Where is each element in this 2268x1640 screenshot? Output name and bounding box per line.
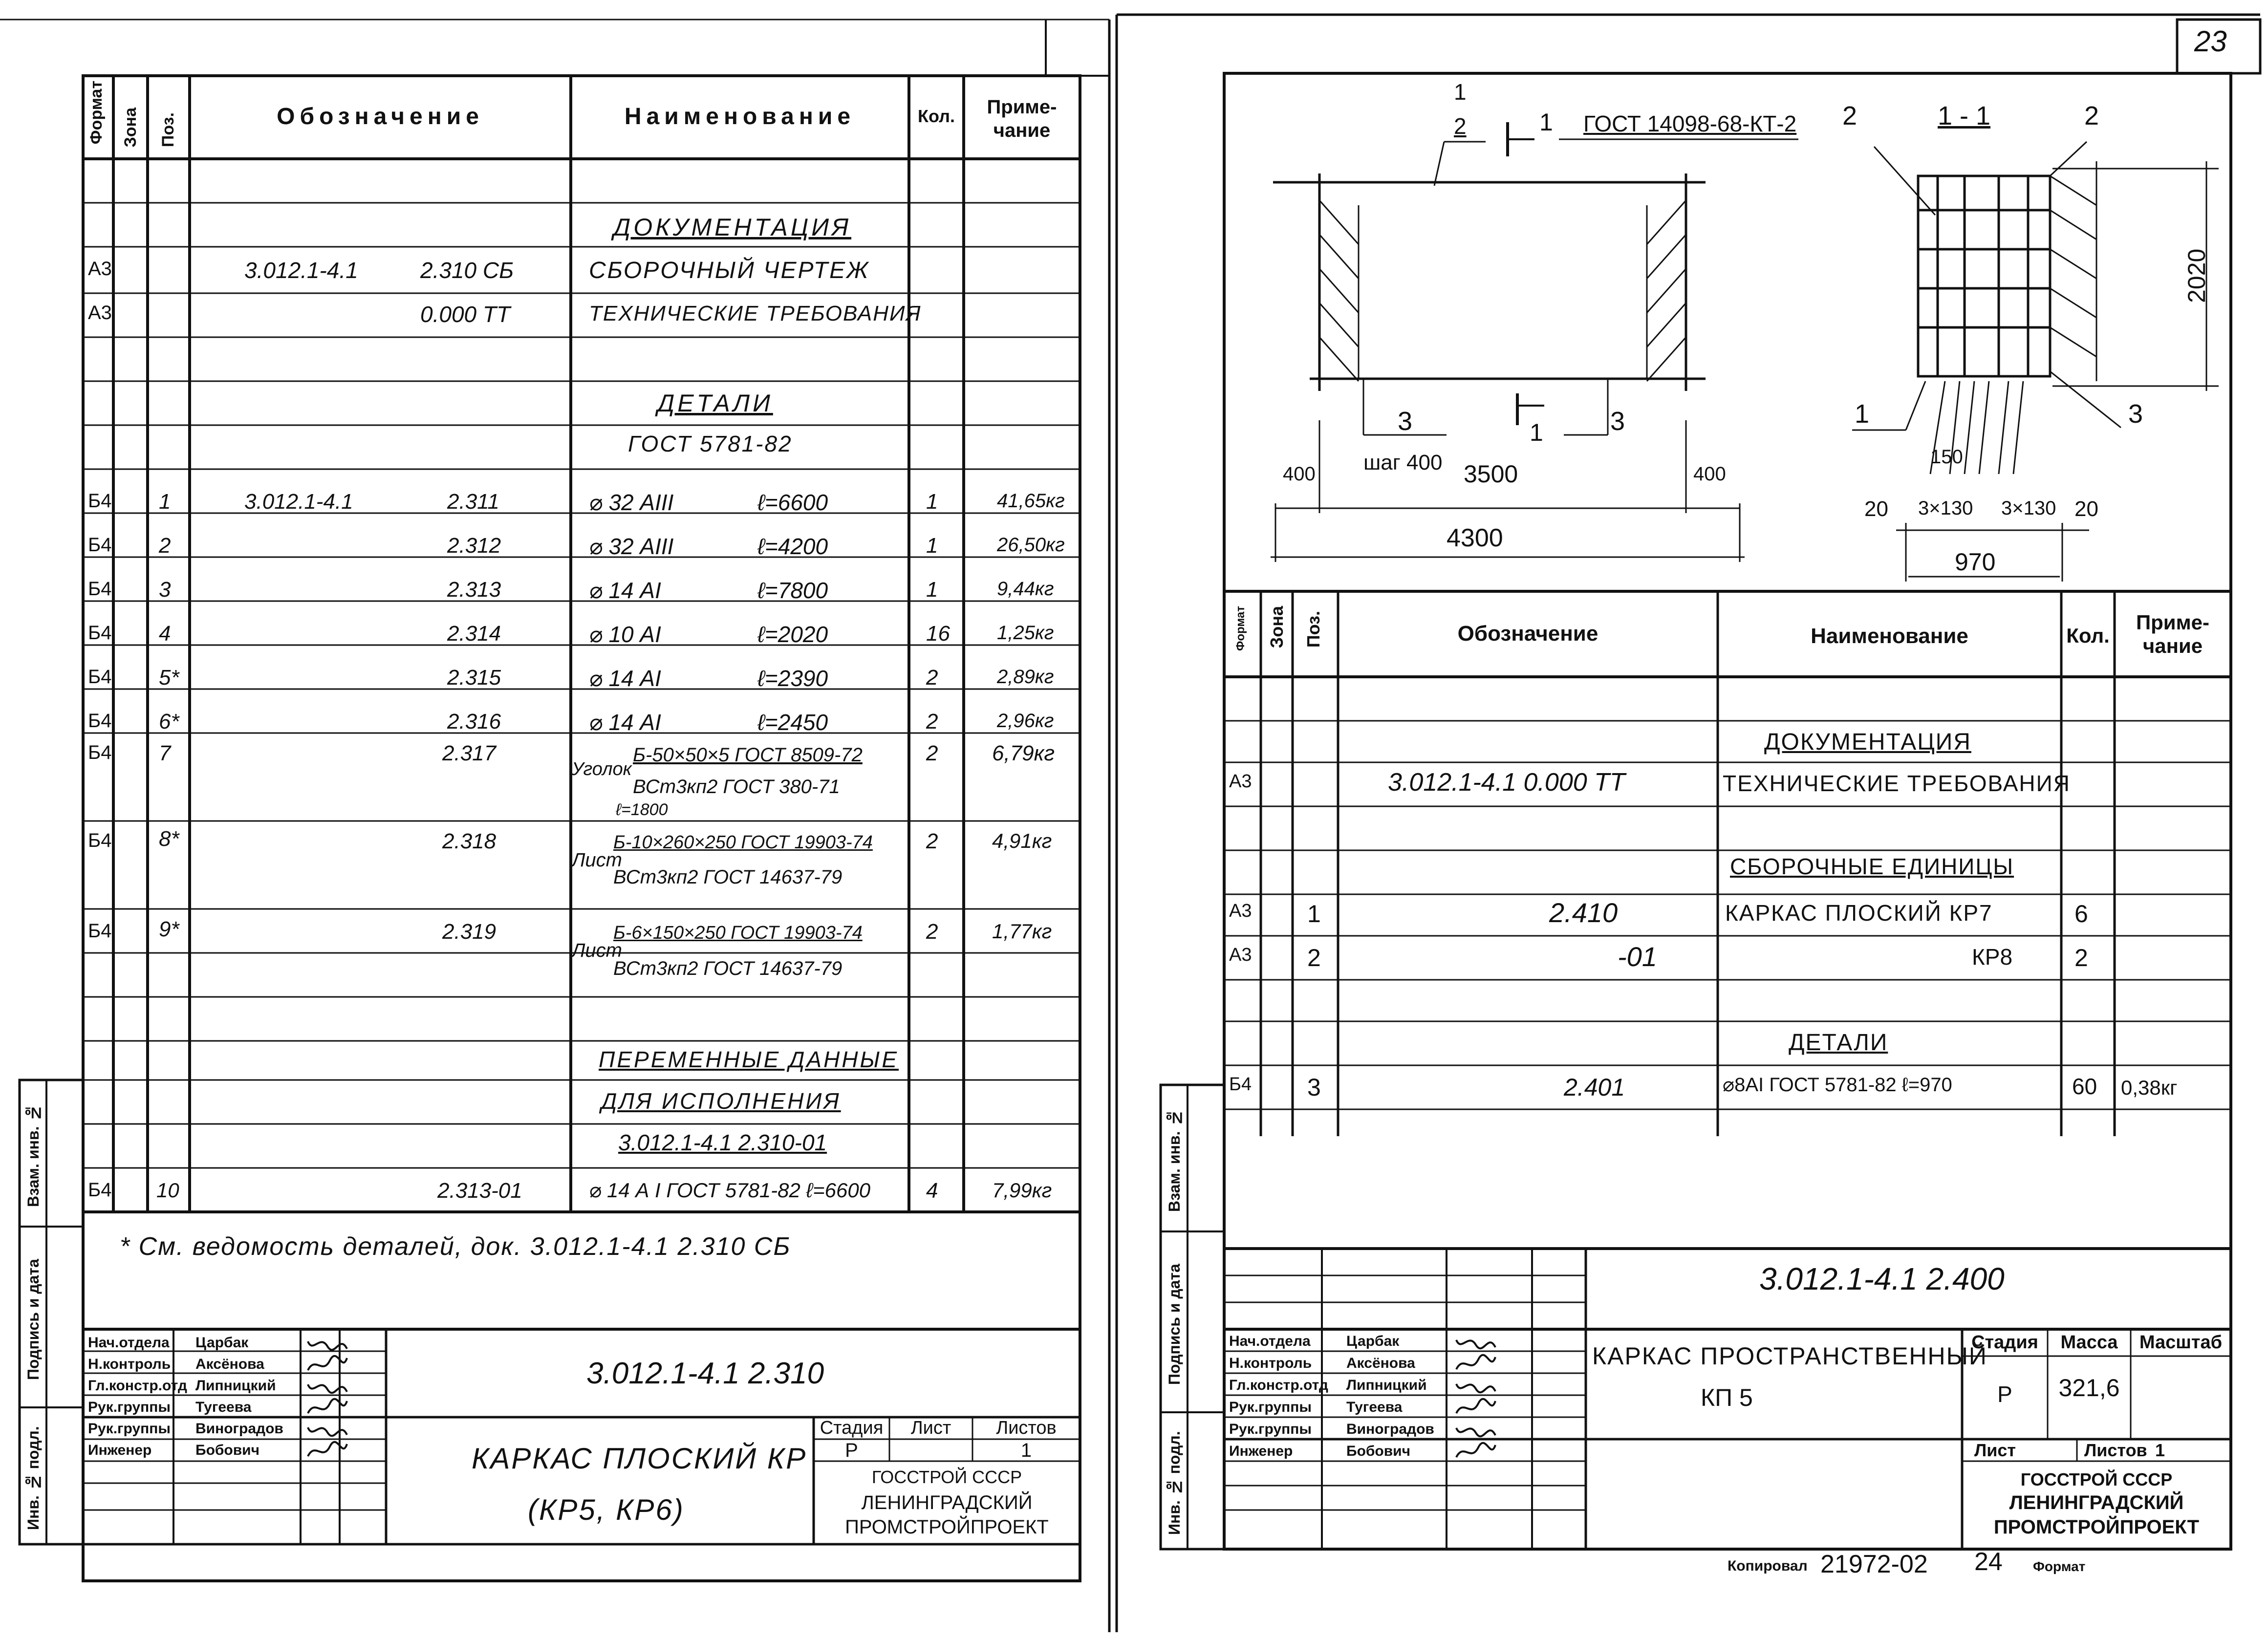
row-format: Б4	[88, 920, 112, 942]
dim-3x130: 3×130	[1918, 497, 1973, 519]
right-side-replace: Взам. инв. №	[1166, 1109, 1183, 1212]
row-prefix: Уголок	[572, 759, 632, 779]
row-note: 41,65кг	[997, 490, 1065, 512]
header-qty: Кол.	[918, 106, 955, 126]
signature-mark	[1454, 1418, 1498, 1443]
row-format: Б4	[88, 622, 112, 644]
doc-row-name: ТЕХНИЧЕСКИЕ ТРЕБОВАНИЯ	[589, 302, 922, 325]
right-title-1: КАРКАС ПРОСТРАНСТВЕННЫЙ	[1592, 1342, 1987, 1370]
row-line2: ВСт3кп2 ГОСТ 14637-79	[613, 958, 842, 979]
format-label: Формат	[2033, 1559, 2086, 1574]
row-qty: 1	[926, 490, 938, 514]
section-version-code: 3.012.1-4.1 2.310-01	[618, 1130, 827, 1155]
left-org-2: ЛЕНИНГРАДСКИЙ	[861, 1492, 1033, 1513]
r-row-note: 0,38кг	[2121, 1076, 2178, 1099]
left-sheet-label: Лист	[910, 1418, 951, 1438]
row-name: ⌀ 32 АIII	[589, 490, 674, 515]
right-stage: Р	[1997, 1381, 2012, 1407]
left-drawing-code: 3.012.1-4.1 2.310	[586, 1357, 824, 1390]
row-qty: 2	[926, 666, 938, 690]
doc-row-format: А3	[88, 302, 112, 324]
row-designation-b: 2.313	[447, 578, 501, 602]
page-number: 23	[2194, 25, 2227, 58]
staff-role: Н.контроль	[88, 1356, 171, 1372]
staff-role: Нач.отдела	[1229, 1333, 1311, 1349]
row-prefix: Лист	[572, 849, 622, 871]
r-section-documentation: ДОКУМЕНТАЦИЯ	[1764, 729, 1971, 755]
signature-mark	[1454, 1330, 1498, 1355]
row-length: ℓ=4200	[757, 534, 828, 559]
left-frame	[83, 76, 1080, 1581]
signature-mark	[1454, 1396, 1498, 1421]
row-format: Б4	[88, 742, 112, 763]
callout-1: 1	[1855, 399, 1870, 429]
signature-mark	[305, 1332, 349, 1356]
row-note: 2,89кг	[997, 666, 1054, 688]
staff-role: Рук.группы	[88, 1399, 171, 1415]
row-pos: 10	[156, 1179, 179, 1202]
right-org-1: ГОССТРОЙ СССР	[2020, 1469, 2173, 1489]
left-title-1: КАРКАС ПЛОСКИЙ КР	[472, 1442, 807, 1475]
row-name: ⌀ 14 АI	[589, 710, 661, 735]
row-qty: 2	[926, 710, 938, 734]
row-note: 1,77кг	[992, 920, 1052, 943]
staff-name: Тугеева	[1346, 1399, 1403, 1415]
doc-row-name: СБОРОЧНЫЙ ЧЕРТЕЖ	[589, 258, 870, 283]
signature-mark	[305, 1353, 349, 1378]
r-doc-designation: 3.012.1-4.1 0.000 ТТ	[1388, 768, 1625, 797]
staff-role: Н.контроль	[1229, 1355, 1312, 1371]
r-doc-name: ТЕХНИЧЕСКИЕ ТРЕБОВАНИЯ	[1723, 771, 2071, 796]
dim-970: 970	[1955, 548, 1996, 576]
ref-2: 2	[1454, 113, 1467, 139]
staff-name: Тугеева	[195, 1399, 252, 1415]
r-section-assembly: СБОРОЧНЫЕ ЕДИНИЦЫ	[1730, 854, 2014, 879]
row-note: 1,25кг	[997, 622, 1054, 644]
r-row-pos: 2	[1307, 944, 1321, 971]
callout-3b: 3	[1610, 407, 1625, 436]
row-note: 4,91кг	[992, 829, 1052, 852]
dim-2020: 2020	[2183, 248, 2210, 303]
staff-name: Виноградов	[1346, 1421, 1434, 1437]
right-sheet-label: Лист	[1974, 1440, 2016, 1460]
dim-400b: 400	[1693, 463, 1726, 485]
section-variable: ПЕРЕМЕННЫЕ ДАННЫЕ	[599, 1047, 899, 1072]
right-title-2: КП 5	[1701, 1384, 1753, 1411]
header-zone: Зона	[121, 108, 140, 148]
row-format: Б4	[88, 1179, 112, 1201]
row-note: 26,50кг	[997, 534, 1065, 556]
row-designation: 2.313-01	[437, 1179, 522, 1203]
r-row-designation: -01	[1618, 941, 1657, 972]
right-scale-label: Масштаб	[2139, 1332, 2223, 1353]
staff-role: Гл.констр.отд	[1229, 1377, 1328, 1393]
left-title-2: (КР5, КР6)	[528, 1493, 685, 1526]
r-row-qty: 6	[2074, 900, 2088, 928]
dim-400a: 400	[1283, 463, 1316, 485]
row-format: Б4	[88, 666, 112, 688]
row-name: ⌀ 10 АI	[589, 622, 661, 647]
left-side-signature: Подпись и дата	[24, 1259, 42, 1380]
section-details-gost: ГОСТ 5781-82	[628, 431, 793, 456]
left-org-3: ПРОМСТРОЙПРОЕКТ	[845, 1516, 1049, 1538]
staff-name: Виноградов	[195, 1421, 283, 1437]
signature-mark	[305, 1396, 349, 1421]
section-mark-bottom: 1	[1530, 419, 1543, 446]
row-length: ℓ=6600	[757, 490, 828, 515]
row-designation-b: 2.312	[447, 534, 501, 558]
row-designation: 2.319	[442, 920, 497, 944]
header-designation: Обозначение	[277, 104, 484, 129]
row-designation: 2.317	[442, 741, 497, 765]
row-pos: 7	[159, 741, 171, 765]
dim-150: 150	[1930, 446, 1963, 468]
staff-role: Инженер	[88, 1442, 152, 1458]
dim-3x130b: 3×130	[2001, 497, 2056, 519]
row-designation-b: 2.316	[447, 710, 501, 734]
r-row-designation: 2.401	[1564, 1074, 1625, 1101]
gost-label: ГОСТ 14098-68-КТ-2	[1583, 111, 1797, 136]
signature-mark	[305, 1439, 349, 1464]
r-header-designation: Обозначение	[1457, 622, 1598, 646]
row-designation: 2.318	[442, 829, 497, 853]
signature-mark	[305, 1418, 349, 1442]
row-length: ℓ=2450	[757, 710, 828, 735]
row-length: ℓ=7800	[757, 578, 828, 603]
row-designation-b: 2.311	[447, 490, 499, 514]
row-format: Б4	[88, 578, 112, 600]
dim-3500: 3500	[1464, 460, 1518, 488]
row-qty: 2	[926, 920, 938, 944]
row-qty: 4	[926, 1179, 938, 1203]
callout-3a: 3	[1398, 407, 1413, 436]
r-row-pos: 3	[1307, 1074, 1321, 1101]
row-length: ℓ=2020	[757, 622, 828, 647]
left-stage: Р	[845, 1440, 858, 1461]
staff-name: Бобович	[195, 1442, 260, 1458]
row-pos: 6*	[159, 710, 179, 734]
row-qty: 1	[926, 534, 938, 558]
row-pos: 4	[159, 622, 171, 646]
row-line3: ℓ=1800	[616, 800, 668, 819]
row-line1: Б-6×150×250 ГОСТ 19903-74	[613, 923, 863, 943]
staff-role: Нач.отдела	[88, 1335, 170, 1351]
right-sheets: 1	[2155, 1440, 2165, 1460]
row-line1: Б-50×50×5 ГОСТ 8509-72	[633, 744, 863, 766]
row-name: ⌀ 14 А I ГОСТ 5781-82 ℓ=6600	[589, 1179, 871, 1202]
staff-role: Рук.группы	[88, 1421, 171, 1437]
header-name: Наименование	[624, 104, 856, 129]
header-pos: Поз.	[159, 112, 177, 148]
right-sheets-label: Листов	[2084, 1440, 2147, 1460]
right-mass: 321,6	[2058, 1374, 2120, 1402]
r-row-format: А3	[1229, 945, 1252, 965]
row-note: 6,79кг	[992, 741, 1055, 765]
staff-role: Инженер	[1229, 1443, 1293, 1459]
row-name: ⌀ 32 АIII	[589, 534, 674, 559]
staff-name: Царбак	[1346, 1333, 1400, 1349]
frame-drawing	[1271, 122, 1798, 562]
section-for-version: ДЛЯ ИСПОЛНЕНИЯ	[601, 1088, 841, 1114]
r-row-qty: 2	[2074, 944, 2088, 971]
copied-number: 21972-02	[1820, 1550, 1928, 1578]
right-stage-label: Стадия	[1971, 1332, 2038, 1353]
r-header-note: Приме- чание	[2136, 611, 2210, 658]
r-row-designation: 2.410	[1549, 897, 1618, 928]
r-doc-format: А3	[1229, 771, 1252, 792]
callout-3c: 3	[2128, 399, 2143, 429]
row-format: Б4	[88, 830, 112, 851]
right-side-signature: Подпись и дата	[1166, 1264, 1183, 1385]
row-name: ⌀ 14 АI	[589, 578, 661, 603]
row-length: ℓ=2390	[757, 666, 828, 691]
row-format: Б4	[88, 490, 112, 512]
right-org-2: ЛЕНИНГРАДСКИЙ	[2009, 1492, 2184, 1513]
left-sheets: 1	[1020, 1440, 1032, 1461]
row-line2: ВСт3кп2 ГОСТ 14637-79	[613, 866, 842, 888]
staff-name: Бобович	[1346, 1443, 1411, 1459]
row-pos: 3	[159, 578, 171, 602]
doc-row-format: А3	[88, 258, 112, 280]
right-org-3: ПРОМСТРОЙПРОЕКТ	[1993, 1516, 2200, 1538]
row-qty: 16	[926, 622, 950, 646]
row-pos: 5*	[159, 666, 179, 690]
section-documentation: ДОКУМЕНТАЦИЯ	[613, 214, 852, 241]
left-stage-label: Стадия	[820, 1418, 884, 1438]
row-format: Б4	[88, 534, 112, 556]
signature-mark	[1454, 1352, 1498, 1377]
dim-20a: 20	[1864, 497, 1888, 521]
row-qty: 1	[926, 578, 938, 602]
doc-row-designation: 0.000 ТТ	[420, 302, 511, 327]
r-header-format: Формат	[1234, 606, 1247, 651]
left-sheets-label: Листов	[996, 1418, 1057, 1438]
row-pos: 9*	[159, 917, 179, 941]
row-line2: ВСт3кп2 ГОСТ 380-71	[633, 776, 840, 798]
row-note: 7,99кг	[992, 1179, 1052, 1202]
section-details: ДЕТАЛИ	[657, 389, 773, 417]
dim-4300: 4300	[1447, 524, 1503, 552]
r-header-qty: Кол.	[2066, 624, 2110, 647]
r-header-zone: Зона	[1267, 606, 1287, 648]
staff-role: Рук.группы	[1229, 1399, 1312, 1415]
left-side-replace: Взам. инв. №	[24, 1104, 42, 1208]
row-format: Б4	[88, 710, 112, 732]
r-row-format: А3	[1229, 901, 1252, 921]
staff-name: Липницкий	[1346, 1377, 1427, 1393]
section-title: 1 - 1	[1938, 101, 1991, 130]
row-qty: 2	[926, 741, 938, 765]
signature-mark	[1454, 1440, 1498, 1465]
right-mass-label: Масса	[2060, 1332, 2118, 1353]
copied-page: 24	[1974, 1548, 2003, 1576]
ref-1: 1	[1454, 79, 1467, 105]
row-prefix: Лист	[572, 940, 622, 961]
row-pos: 2	[159, 534, 171, 558]
row-note: 2,96кг	[997, 710, 1054, 732]
dim-20b: 20	[2074, 497, 2098, 521]
header-note: Приме- чание	[987, 96, 1057, 141]
doc-row-designation: 2.310 СБ	[420, 258, 514, 283]
right-drawing-code: 3.012.1-4.1 2.400	[1759, 1261, 2005, 1296]
doc-row-designation: 3.012.1-4.1	[244, 258, 358, 283]
r-section-details: ДЕТАЛИ	[1789, 1030, 1888, 1056]
r-row-format: Б4	[1229, 1074, 1252, 1095]
left-side-inv: Инв. № подл.	[24, 1426, 42, 1531]
section-mark-top: 1	[1539, 108, 1553, 136]
r-row-qty: 60	[2072, 1074, 2097, 1099]
header-format: Формат	[87, 81, 106, 145]
r-row-name: КР8	[1972, 944, 2013, 970]
r-header-pos: Поз.	[1303, 611, 1323, 648]
row-note: 9,44кг	[997, 578, 1054, 600]
row-line1: Б-10×260×250 ГОСТ 19903-74	[613, 832, 873, 853]
right-side-inv: Инв. № подл.	[1166, 1431, 1183, 1535]
copied-label: Копировал	[1728, 1558, 1808, 1574]
staff-role: Гл.констр.отд	[88, 1378, 187, 1394]
callout-2b: 2	[2084, 101, 2099, 130]
staff-name: Липницкий	[195, 1378, 276, 1394]
r-header-name: Наименование	[1811, 624, 1968, 648]
row-designation-a: 3.012.1-4.1	[244, 490, 353, 514]
left-org-1: ГОССТРОЙ СССР	[871, 1467, 1022, 1487]
row-name: ⌀ 14 АI	[589, 666, 661, 691]
row-designation-b: 2.315	[447, 666, 501, 690]
r-row-name: КАРКАС ПЛОСКИЙ КР7	[1725, 900, 1993, 926]
step-label: шаг 400	[1363, 451, 1443, 475]
staff-role: Рук.группы	[1229, 1421, 1312, 1437]
callout-2a: 2	[1842, 101, 1858, 130]
signature-mark	[305, 1375, 349, 1399]
r-row-pos: 1	[1307, 900, 1321, 928]
row-pos: 8*	[159, 827, 179, 851]
staff-name: Аксёнова	[195, 1356, 264, 1372]
signature-mark	[1454, 1374, 1498, 1399]
staff-name: Аксёнова	[1346, 1355, 1415, 1371]
row-designation-b: 2.314	[447, 622, 501, 646]
row-qty: 2	[926, 829, 938, 853]
r-row-name: ⌀8АI ГОСТ 5781-82 ℓ=970	[1723, 1074, 1952, 1096]
footnote: * См. ведомость деталей, док. 3.012.1-4.1 2.310 СБ	[120, 1232, 791, 1261]
staff-name: Царбак	[195, 1335, 249, 1351]
row-pos: 1	[159, 490, 171, 514]
